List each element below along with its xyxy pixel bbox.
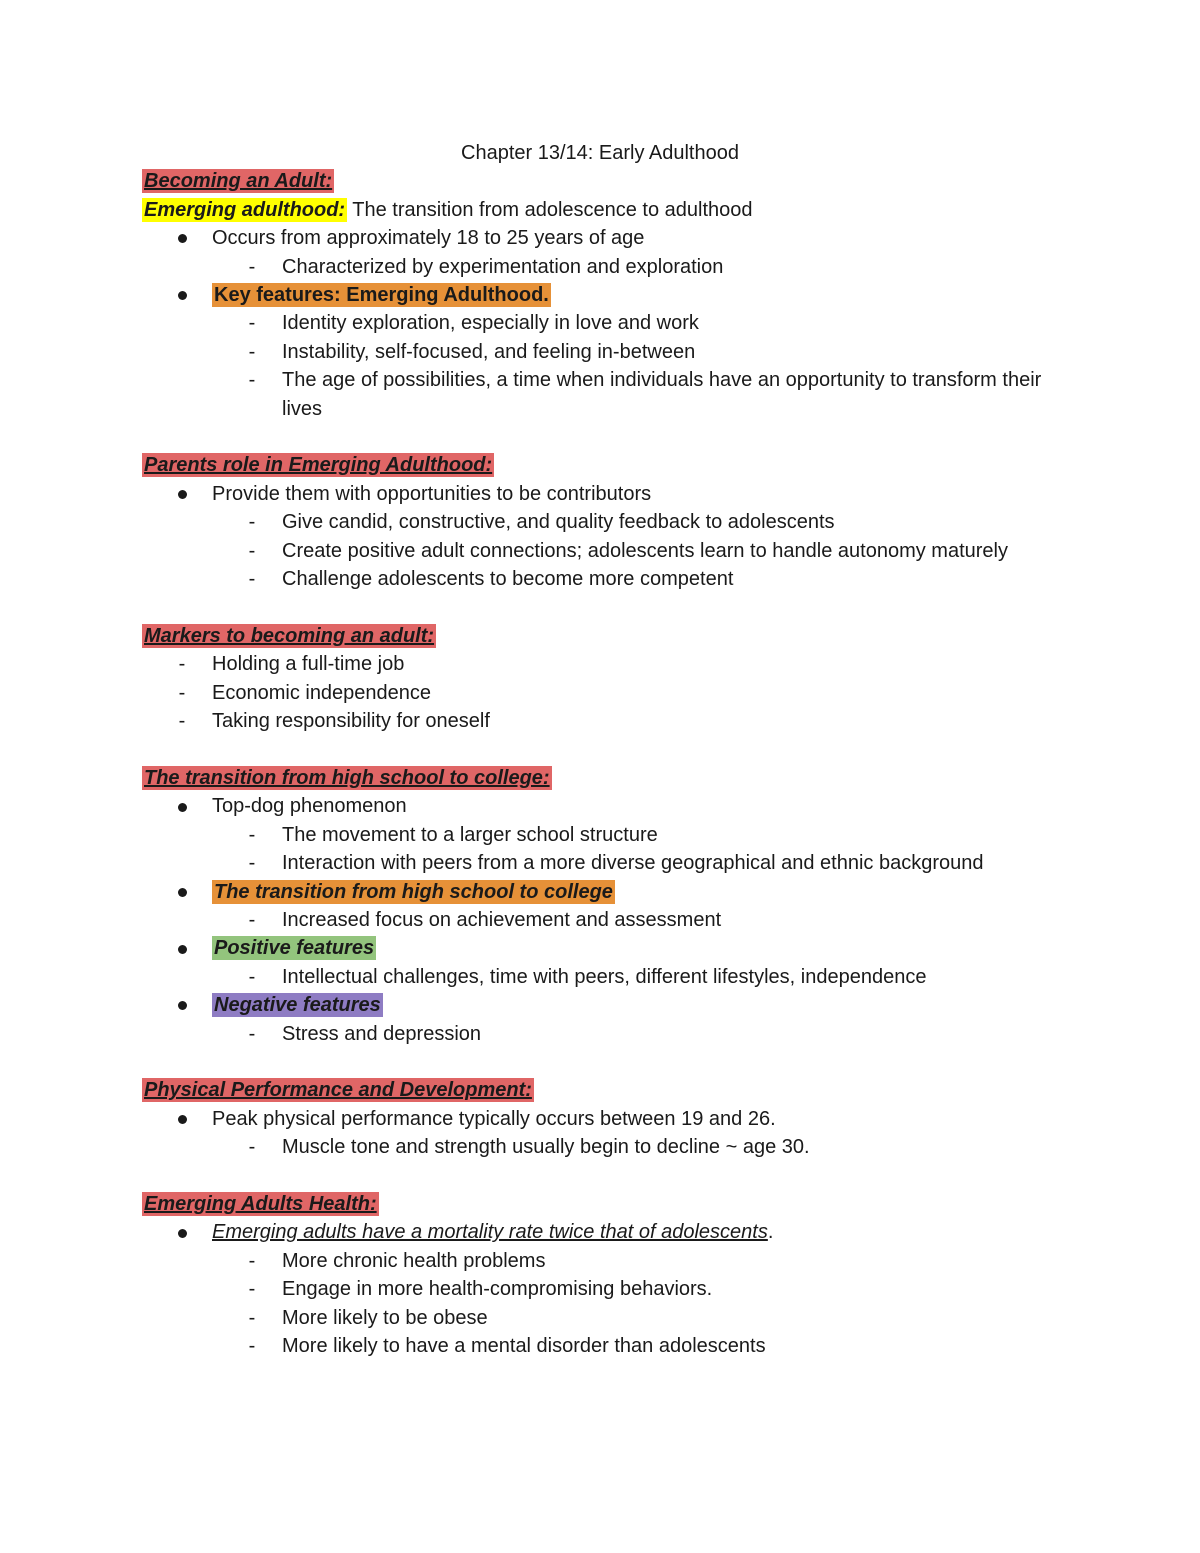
definition-text: The transition from adolescence to adulthood <box>347 198 753 221</box>
list-item-text: Muscle tone and strength usually begin to decline ~ age 30. <box>282 1136 810 1159</box>
dash-marker: - <box>248 1306 256 1329</box>
list-item-text: Intellectual challenges, time with peers, different lifestyles, independence <box>282 965 927 988</box>
dash-marker: - <box>248 908 256 931</box>
bullet-dot-icon <box>172 1218 192 1246</box>
dash-marker: - <box>248 568 256 591</box>
list-item-text: Increased focus on achievement and assessment <box>282 908 722 931</box>
list-item-text: Give candid, constructive, and quality feedback to adolescents <box>282 511 835 534</box>
list-item <box>142 650 1072 678</box>
list-item-text: The movement to a larger school structure <box>282 823 658 846</box>
list-item-text: Economic independence <box>212 681 432 704</box>
list-item-text: Engage in more health-compromising behaviors. <box>282 1278 713 1301</box>
list-item <box>142 679 1072 707</box>
list-item-text: More likely to be obese <box>282 1306 488 1329</box>
list-item <box>142 366 1062 423</box>
list-item <box>142 1105 1072 1133</box>
list-item-text: Taking responsibility for oneself <box>212 710 490 733</box>
list-item <box>142 849 1072 877</box>
list-item <box>142 281 1072 309</box>
dash-marker: - <box>248 823 256 846</box>
list-item-text: Stress and depression <box>282 1022 482 1045</box>
negative-features-highlight: Negative features <box>214 994 381 1017</box>
dash-marker: - <box>178 681 186 704</box>
heading-physical-performance: Physical Performance and Development: <box>144 1079 532 1102</box>
section-heading <box>142 764 1072 792</box>
list-item <box>142 821 1072 849</box>
term-emerging-adulthood: Emerging adulthood: <box>144 198 346 221</box>
list-item <box>142 707 1072 735</box>
transition-highlight: The transition from high school to college <box>214 880 613 903</box>
list-item-text: Top-dog phenomenon <box>212 795 407 818</box>
heading-becoming-an-adult: Becoming an Adult: <box>144 170 333 193</box>
dash-marker: - <box>248 965 256 988</box>
heading-parents-role: Parents role in Emerging Adulthood: <box>144 454 493 477</box>
list-item <box>142 906 1072 934</box>
section-heading <box>142 1190 1072 1218</box>
dash-marker: - <box>248 255 256 278</box>
list-item <box>142 1304 1072 1332</box>
bullet-dot-icon <box>172 1105 192 1133</box>
list-item-text: Identity exploration, especially in love and work <box>282 312 699 335</box>
list-item <box>142 224 1072 252</box>
list-item-text: Instability, self-focused, and feeling in-between <box>282 340 696 363</box>
list-item <box>142 1275 1072 1303</box>
heading-transition: The transition from high school to college: <box>144 766 550 789</box>
dash-marker: - <box>248 539 256 562</box>
section-heading <box>142 451 1072 479</box>
key-features-highlight: Key features: Emerging Adulthood. <box>214 284 549 307</box>
list-item-text: Create positive adult connections; adolescents learn to handle autonomy maturely <box>282 539 1008 562</box>
list-item <box>142 991 1072 1019</box>
list-item-text: More likely to have a mental disorder than adolescents <box>282 1334 766 1357</box>
list-item <box>142 309 1072 337</box>
bullet-dot-icon <box>172 281 192 309</box>
list-item-text: Occurs from approximately 18 to 25 years of age <box>212 227 645 250</box>
dash-marker: - <box>248 369 256 392</box>
list-item <box>142 1133 1072 1161</box>
page-title: Chapter 13/14: Early Adulthood <box>461 142 739 164</box>
dash-marker: - <box>248 852 256 875</box>
list-item <box>142 537 1062 565</box>
section-heading <box>142 167 1072 195</box>
document-page <box>142 139 1072 1360</box>
dash-marker: - <box>248 312 256 335</box>
heading-markers: Markers to becoming an adult: <box>144 624 435 647</box>
list-item <box>142 338 1072 366</box>
dash-marker: - <box>248 1249 256 1272</box>
list-item <box>142 1218 1072 1246</box>
mortality-statement: Emerging adults have a mortality rate twice that of adolescents <box>212 1221 768 1244</box>
list-item <box>142 792 1072 820</box>
list-item <box>142 508 1072 536</box>
section-heading <box>142 622 1072 650</box>
list-item <box>142 253 1072 281</box>
list-item <box>142 878 1072 906</box>
dash-marker: - <box>178 653 186 676</box>
bullet-dot-icon <box>172 224 192 252</box>
list-item-text: Provide them with opportunities to be contributors <box>212 482 652 505</box>
list-item-text: The age of possibilities, a time when individuals have an opportunity to transform their lives <box>282 369 1042 420</box>
section-heading <box>142 1076 1072 1104</box>
dash-marker: - <box>248 1136 256 1159</box>
list-item <box>142 934 1072 962</box>
list-item <box>142 480 1072 508</box>
list-item <box>142 1332 1072 1360</box>
dash-marker: - <box>248 511 256 534</box>
list-item-text: Peak physical performance typically occurs between 19 and 26. <box>212 1107 776 1130</box>
bullet-dot-icon <box>172 792 192 820</box>
dash-marker: - <box>248 1022 256 1045</box>
list-item-text: Challenge adolescents to become more competent <box>282 568 734 591</box>
bullet-dot-icon <box>172 480 192 508</box>
list-item <box>142 963 1072 991</box>
list-item-text: Characterized by experimentation and exploration <box>282 255 724 278</box>
definition-line <box>142 196 1072 224</box>
bullet-dot-icon <box>172 934 192 962</box>
dash-marker: - <box>248 1278 256 1301</box>
list-item-text: More chronic health problems <box>282 1249 546 1272</box>
sentence-period: . <box>767 1221 774 1244</box>
dash-marker: - <box>248 340 256 363</box>
list-item <box>142 1247 1072 1275</box>
dash-marker: - <box>178 710 186 733</box>
dash-marker: - <box>248 1334 256 1357</box>
positive-features-highlight: Positive features <box>214 937 375 960</box>
list-item-text: Interaction with peers from a more diverse geographical and ethnic background <box>282 852 984 875</box>
heading-emerging-adults-health: Emerging Adults Health: <box>144 1192 377 1215</box>
list-item <box>142 565 1072 593</box>
list-item-text: Holding a full-time job <box>212 653 405 676</box>
bullet-dot-icon <box>172 878 192 906</box>
bullet-dot-icon <box>172 991 192 1019</box>
list-item <box>142 1020 1072 1048</box>
